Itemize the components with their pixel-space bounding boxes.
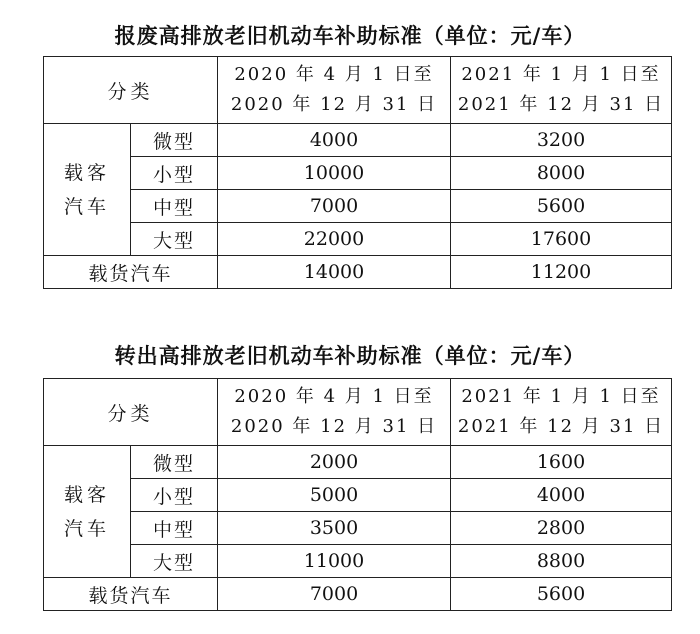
table-title: 报废高排放老旧机动车补助标准（单位：元/车） [114,24,586,48]
cell-value: 5600 [451,190,672,223]
subsidy-table-transfer [43,378,672,611]
row-label: 中型 [131,512,218,545]
header-period-2020: 2020 年 4 月 1 日至 2020 年 12 月 31 日 [218,379,451,446]
table-row [44,223,672,256]
cell-value: 2000 [218,446,451,479]
cell-value: 4000 [218,124,451,157]
row-label: 微型 [131,124,218,157]
cell-value: 22000 [218,223,451,256]
table-row [44,578,672,611]
table-row [44,512,672,545]
row-label-truck: 载货汽车 [44,578,218,611]
row-label: 小型 [131,157,218,190]
cell-value: 3200 [451,124,672,157]
cell-value: 2800 [451,512,672,545]
row-label: 微型 [131,446,218,479]
header-category: 分类 [44,57,218,124]
cell-value: 11000 [218,545,451,578]
table-row [44,479,672,512]
cell-value: 14000 [218,256,451,289]
cell-value: 8000 [451,157,672,190]
cell-value: 7000 [218,190,451,223]
table-title: 转出高排放老旧机动车补助标准（单位：元/车） [114,344,586,368]
header-period-2021: 2021 年 1 月 1 日至 2021 年 12 月 31 日 [451,57,672,124]
cell-value: 1600 [451,446,672,479]
group-passenger-car: 载客 汽车 [44,446,131,578]
table-row [44,157,672,190]
header-category: 分类 [44,379,218,446]
cell-value: 5000 [218,479,451,512]
cell-value: 3500 [218,512,451,545]
header-period-2021: 2021 年 1 月 1 日至 2021 年 12 月 31 日 [451,379,672,446]
cell-value: 8800 [451,545,672,578]
row-label-truck: 载货汽车 [44,256,218,289]
table-row [44,545,672,578]
group-passenger-car: 载客 汽车 [44,124,131,256]
table-row [44,446,672,479]
row-label: 中型 [131,190,218,223]
row-label: 大型 [131,223,218,256]
table-row [44,190,672,223]
cell-value: 5600 [451,578,672,611]
cell-value: 11200 [451,256,672,289]
row-label: 小型 [131,479,218,512]
row-label: 大型 [131,545,218,578]
cell-value: 10000 [218,157,451,190]
subsidy-table-scrap [43,56,672,289]
cell-value: 17600 [451,223,672,256]
table-row [44,124,672,157]
header-period-2020: 2020 年 4 月 1 日至 2020 年 12 月 31 日 [218,57,451,124]
cell-value: 4000 [451,479,672,512]
cell-value: 7000 [218,578,451,611]
table-row [44,256,672,289]
